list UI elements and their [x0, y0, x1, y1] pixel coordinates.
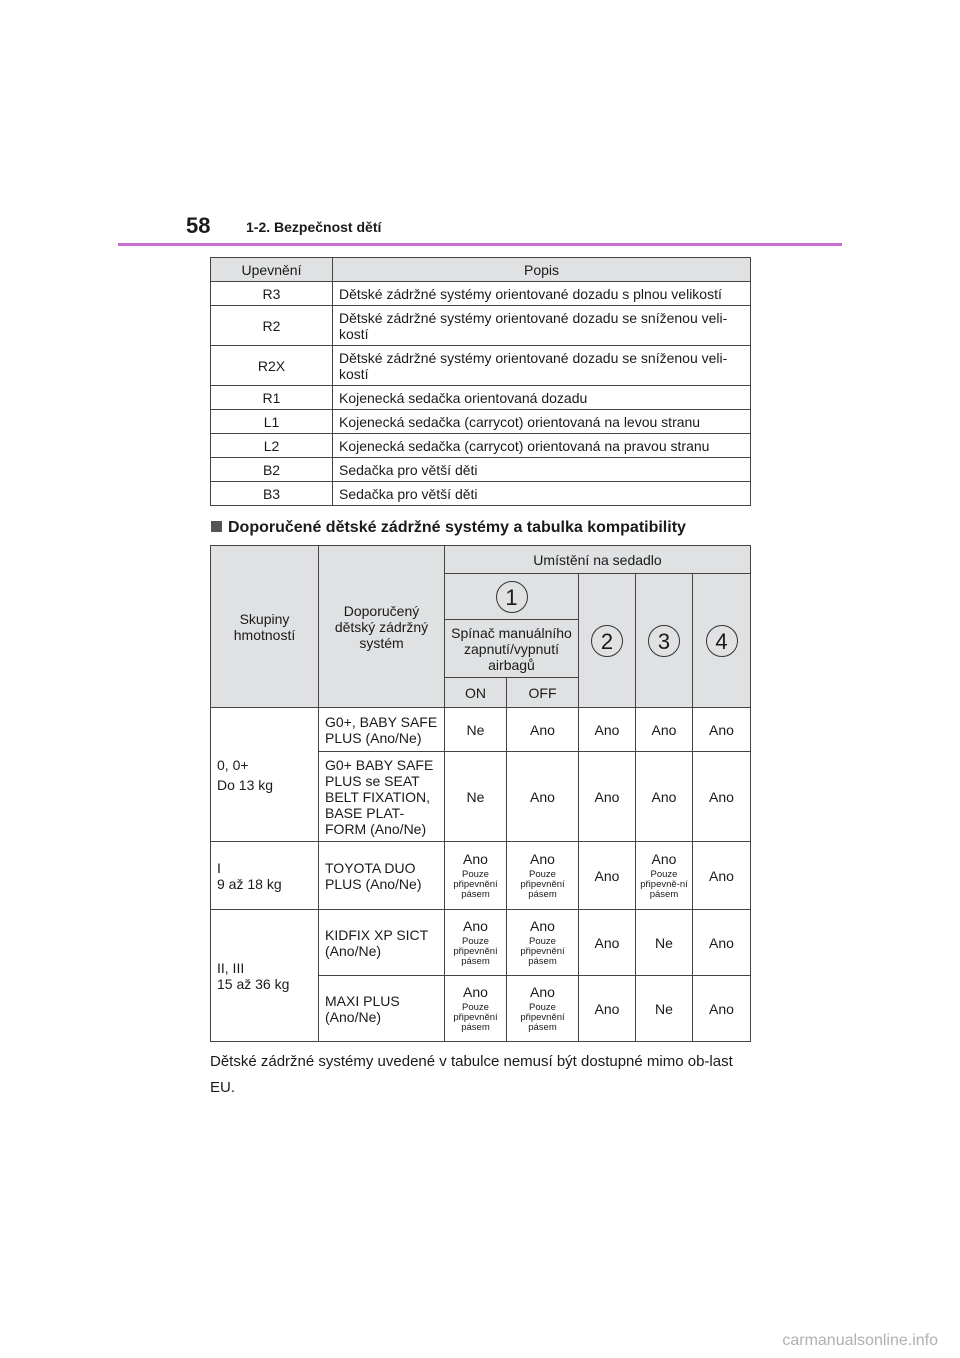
value-position-3: Ne — [636, 976, 693, 1042]
square-bullet-icon — [211, 521, 222, 532]
fixture-code: R2 — [211, 306, 333, 346]
table-row — [211, 842, 751, 910]
header-upevneni: Upevnění — [211, 258, 333, 282]
weight-group-label: I — [217, 859, 221, 876]
value-on: Ano — [463, 851, 488, 867]
recommended-system: KIDFIX XP SICT (Ano/Ne) — [319, 910, 445, 976]
weight-group-label: II, III — [217, 959, 245, 976]
fixture-desc: Dětské zádržné systémy orientované dozadu se sníženou veli-kostí — [333, 306, 751, 346]
fixture-desc: Kojenecká sedačka orientovaná dozadu — [333, 386, 751, 410]
value-off-cell — [507, 976, 579, 1042]
position-2-cell — [579, 574, 636, 708]
value-position-2: Ano — [579, 708, 636, 752]
value-position-3: Ano — [651, 851, 677, 867]
header-weight-group: Skupiny hmotností — [211, 546, 319, 708]
compat-header-row — [211, 546, 751, 574]
fixture-desc: Kojenecká sedačka (carrycot) orientovaná na levou stranu — [333, 410, 751, 434]
table-row — [211, 708, 751, 752]
value-on-note: Pouze připevnění pásem — [453, 869, 498, 900]
header-airbag-switch: Spínač manuálního zapnutí/vypnutí airbagů — [445, 620, 579, 678]
value-on: Ne — [445, 752, 507, 842]
table-row — [211, 434, 751, 458]
table-row — [211, 306, 751, 346]
value-position-4: Ano — [693, 752, 751, 842]
page-number: 58 — [186, 213, 211, 238]
fixture-code: L2 — [211, 434, 333, 458]
value-on-note: Pouze připevnění pásem — [453, 1002, 498, 1033]
table-row — [211, 410, 751, 434]
seat-position-3-icon: 3 — [648, 625, 680, 657]
value-position-4: Ano — [693, 708, 751, 752]
fixture-code: R1 — [211, 386, 333, 410]
value-off: Ano — [530, 851, 555, 867]
value-on-note: Pouze připevnění pásem — [453, 936, 498, 967]
value-off-cell — [507, 910, 579, 976]
value-off: Ano — [507, 708, 579, 752]
value-off-note: Pouze připevnění pásem — [520, 936, 565, 967]
value-position-3: Ano — [636, 708, 693, 752]
fixture-desc: Kojenecká sedačka (carrycot) orientovaná na pravou stranu — [333, 434, 751, 458]
fixture-desc: Dětské zádržné systémy orientované dozadu s plnou velikostí — [333, 282, 751, 306]
availability-note: Dětské zádržné systémy uvedené v tabulce nemusí být dostupné mimo ob-last EU. — [210, 1053, 733, 1096]
value-position-3-cell — [636, 842, 693, 910]
seat-position-1-icon: 1 — [496, 581, 528, 613]
watermark: carmanualsonline.info — [782, 1332, 938, 1349]
recommended-system: MAXI PLUS (Ano/Ne) — [319, 976, 445, 1042]
recommended-system: TOYOTA DUO PLUS (Ano/Ne) — [319, 842, 445, 910]
table-row — [211, 482, 751, 506]
fixture-desc: Sedačka pro větší děti — [333, 482, 751, 506]
header-recommended-system: Doporučený dětský zádržný systém — [319, 546, 445, 708]
value-off-note: Pouze připevnění pásem — [520, 1002, 565, 1033]
value-position-4: Ano — [693, 842, 751, 910]
weight-group-cell — [211, 708, 319, 842]
fixture-table — [210, 257, 751, 506]
value-on: Ano — [463, 984, 488, 1000]
value-on-cell — [445, 976, 507, 1042]
weight-group-cell — [211, 842, 319, 910]
position-1-cell — [445, 574, 579, 620]
fixture-code: R2X — [211, 346, 333, 386]
fixture-code: L1 — [211, 410, 333, 434]
value-off: Ano — [530, 918, 555, 934]
fixture-desc: Dětské zádržné systémy orientované dozadu se sníženou veli-kostí — [333, 346, 751, 386]
weight-range-label: Do 13 kg — [217, 776, 274, 793]
header-divider — [118, 243, 842, 246]
value-on: Ano — [463, 918, 488, 934]
value-position-4: Ano — [693, 910, 751, 976]
table-row — [211, 386, 751, 410]
compatibility-table — [210, 545, 751, 1042]
value-on-cell — [445, 842, 507, 910]
header-on: ON — [445, 678, 507, 708]
value-off: Ano — [530, 984, 555, 1000]
value-on: Ne — [445, 708, 507, 752]
fixture-code: B2 — [211, 458, 333, 482]
recommended-system: G0+, BABY SAFE PLUS (Ano/Ne) — [319, 708, 445, 752]
weight-group-cell — [211, 910, 319, 1042]
recommended-system: G0+ BABY SAFE PLUS se SEAT BELT FIXATION, BASE PLAT-FORM (Ano/Ne) — [319, 752, 445, 842]
section-heading-text: Doporučené dětské zádržné systémy a tabulka kompatibility — [228, 519, 686, 536]
table-row — [211, 282, 751, 306]
value-position-2: Ano — [579, 752, 636, 842]
value-on-cell — [445, 910, 507, 976]
value-off-note: Pouze připevnění pásem — [520, 869, 565, 900]
value-off-cell — [507, 842, 579, 910]
value-position-3: Ano — [636, 752, 693, 842]
table-row — [211, 346, 751, 386]
position-3-cell — [636, 574, 693, 708]
value-position-3-note: Pouze připevně-ní pásem — [640, 869, 688, 900]
weight-range-label: 9 až 18 kg — [217, 875, 282, 892]
weight-group-label: 0, 0+ — [217, 756, 249, 773]
header-seat-position: Umístění na sedadlo — [445, 546, 751, 574]
value-off: Ano — [507, 752, 579, 842]
fixture-code: B3 — [211, 482, 333, 506]
value-position-2: Ano — [579, 976, 636, 1042]
seat-position-2-icon: 2 — [591, 625, 623, 657]
value-position-3: Ne — [636, 910, 693, 976]
chapter-title: 1-2. Bezpečnost dětí — [246, 219, 382, 235]
position-4-cell — [693, 574, 751, 708]
seat-position-4-icon: 4 — [706, 625, 738, 657]
section-heading — [211, 519, 686, 537]
value-position-2: Ano — [579, 910, 636, 976]
fixture-desc: Sedačka pro větší děti — [333, 458, 751, 482]
fixture-table-header — [211, 258, 751, 282]
weight-range-label: 15 až 36 kg — [217, 975, 290, 992]
header-popis: Popis — [333, 258, 751, 282]
header-off: OFF — [507, 678, 579, 708]
value-position-4: Ano — [693, 976, 751, 1042]
table-row — [211, 910, 751, 976]
table-row — [211, 458, 751, 482]
fixture-code: R3 — [211, 282, 333, 306]
value-position-2: Ano — [579, 842, 636, 910]
